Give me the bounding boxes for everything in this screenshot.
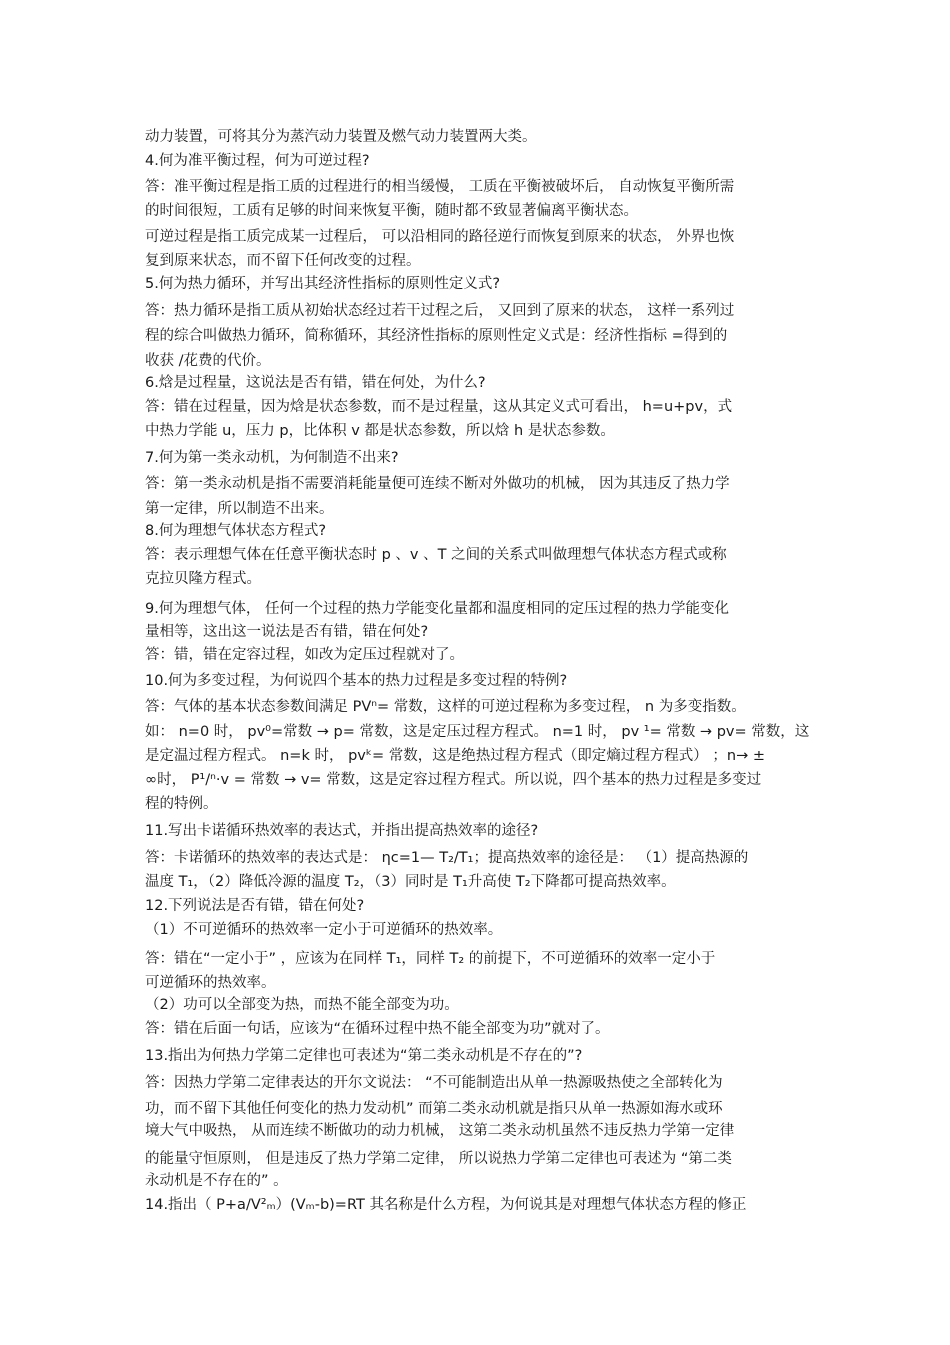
question-heading: 9.何为理想气体， 任何一个过程的热力学能变化量都和温度相同的定压过程的热力学能变化 xyxy=(145,601,729,617)
text-line: 的能量守恒原则， 但是违反了热力学第二定律， 所以说热力学第二定律也可表述为 “第二类 xyxy=(145,1151,732,1167)
question-heading: 6.焓是过程量，这说法是否有错，错在何处，为什么? xyxy=(145,375,486,391)
question-heading: 8.何为理想气体状态方程式? xyxy=(145,523,327,539)
text-line: 第一定律，所以制造不出来。 xyxy=(145,501,334,517)
text-line: 收获 /花费的代价。 xyxy=(145,353,271,369)
text-line: 复到原来状态，而不留下任何改变的过程。 xyxy=(145,253,421,269)
question-heading: 11.写出卡诺循环热效率的表达式，并指出提高热效率的途径? xyxy=(145,823,539,839)
text-line: 答：因热力学第二定律表达的开尔文说法： “不可能制造出从单一热源吸热使之全部转化为 xyxy=(145,1075,723,1091)
text-line: （1）不可逆循环的热效率一定小于可逆循环的热效率。 xyxy=(145,922,503,938)
text-line: 答：错在后面一句话，应该为“在循环过程中热不能全部变为功”就对了。 xyxy=(145,1021,610,1037)
text-line: 温度 T₁，（2）降低冷源的温度 T₂，（3）同时是 T₁升高使 T₂下降都可提高热效率。 xyxy=(145,874,676,890)
text-line: 动力装置，可将其分为蒸汽动力装置及燃气动力装置两大类。 xyxy=(145,129,537,145)
question-heading: 4.何为准平衡过程，何为可逆过程? xyxy=(145,153,370,169)
text-line: 答：错在过程量，因为焓是状态参数，而不是过程量，这从其定义式可看出， h=u+pv，式 xyxy=(145,399,733,415)
text-line: 的时间很短，工质有足够的时间来恢复平衡，随时都不致显著偏离平衡状态。 xyxy=(145,203,638,219)
text-line: 如： n=0 时， pv⁰=常数 → p= 常数，这是定压过程方程式。 n=1 时， pv ¹= 常数 → pv= 常数，这 xyxy=(145,724,810,740)
text-line: 答：错在“一定小于” ，应该为在同样 T₁，同样 T₂ 的前提下，不可逆循环的效率一定小于 xyxy=(145,951,716,967)
question-heading: 14.指出（ P+a/V²ₘ）(Vₘ-b)=RT 其名称是什么方程，为何说其是对理想气体状态方程的修正 xyxy=(145,1197,747,1213)
question-heading: 7.何为第一类永动机，为何制造不出来? xyxy=(145,450,399,466)
text-line: 答：气体的基本状态参数间满足 PVⁿ= 常数，这样的可逆过程称为多变过程， n 为多变指数。 xyxy=(145,699,746,715)
text-line: 可逆循环的热效率。 xyxy=(145,975,276,991)
text-line: 量相等，这出这一说法是否有错，错在何处? xyxy=(145,624,429,640)
text-line: 中热力学能 u，压力 p，比体积 v 都是状态参数，所以焓 h 是状态参数。 xyxy=(145,423,615,439)
text-line: 克拉贝隆方程式。 xyxy=(145,571,261,587)
question-heading: 13.指出为何热力学第二定律也可表述为“第二类永动机是不存在的”? xyxy=(145,1048,583,1064)
text-line: 答：卡诺循环的热效率的表达式是： ηc=1— T₂/T₁；提高热效率的途径是： （1）提高热源的 xyxy=(145,850,749,866)
text-line: 答：表示理想气体在任意平衡状态时 p 、v 、T 之间的关系式叫做理想气体状态方程式或称 xyxy=(145,547,727,563)
text-line: 程的综合叫做热力循环，简称循环，其经济性指标的原则性定义式是：经济性指标 =得到的 xyxy=(145,328,728,344)
text-line: 答：准平衡过程是指工质的过程进行的相当缓慢， 工质在平衡被破坏后， 自动恢复平衡所需 xyxy=(145,179,735,195)
question-heading: 5.何为热力循环，并写出其经济性指标的原则性定义式? xyxy=(145,276,501,292)
text-line: ∞时， P¹/ⁿ·v = 常数 → v= 常数，这是定容过程方程式。所以说，四个基本的热力过程是多变过 xyxy=(145,772,762,788)
text-line: 永动机是不存在的” 。 xyxy=(145,1173,288,1189)
text-line: （2）功可以全部变为热，而热不能全部变为功。 xyxy=(145,997,459,1013)
text-line: 答：错，错在定容过程，如改为定压过程就对了。 xyxy=(145,647,464,663)
question-heading: 10.何为多变过程，为何说四个基本的热力过程是多变过程的特例? xyxy=(145,673,568,689)
text-line: 可逆过程是指工质完成某一过程后， 可以沿相同的路径逆行而恢复到原来的状态， 外界也恢 xyxy=(145,229,735,245)
text-line: 功，而不留下其他任何变化的热力发动机” 而第二类永动机就是指只从单一热源如海水或环 xyxy=(145,1101,723,1117)
text-line: 程的特例。 xyxy=(145,796,218,812)
text-line: 答：热力循环是指工质从初始状态经过若干过程之后， 又回到了原来的状态， 这样一系列过 xyxy=(145,303,735,319)
text-line: 境大气中吸热， 从而连续不断做功的动力机械， 这第二类永动机虽然不违反热力学第一定律 xyxy=(145,1123,735,1139)
text-line: 答：第一类永动机是指不需要消耗能量便可连续不断对外做功的机械， 因为其违反了热力学 xyxy=(145,476,730,492)
question-heading: 12.下列说法是否有错，错在何处? xyxy=(145,898,365,914)
text-line: 是定温过程方程式。 n=k 时， pvᵏ= 常数，这是绝热过程方程式（即定熵过程方程式） ；n→ ± xyxy=(145,748,765,764)
